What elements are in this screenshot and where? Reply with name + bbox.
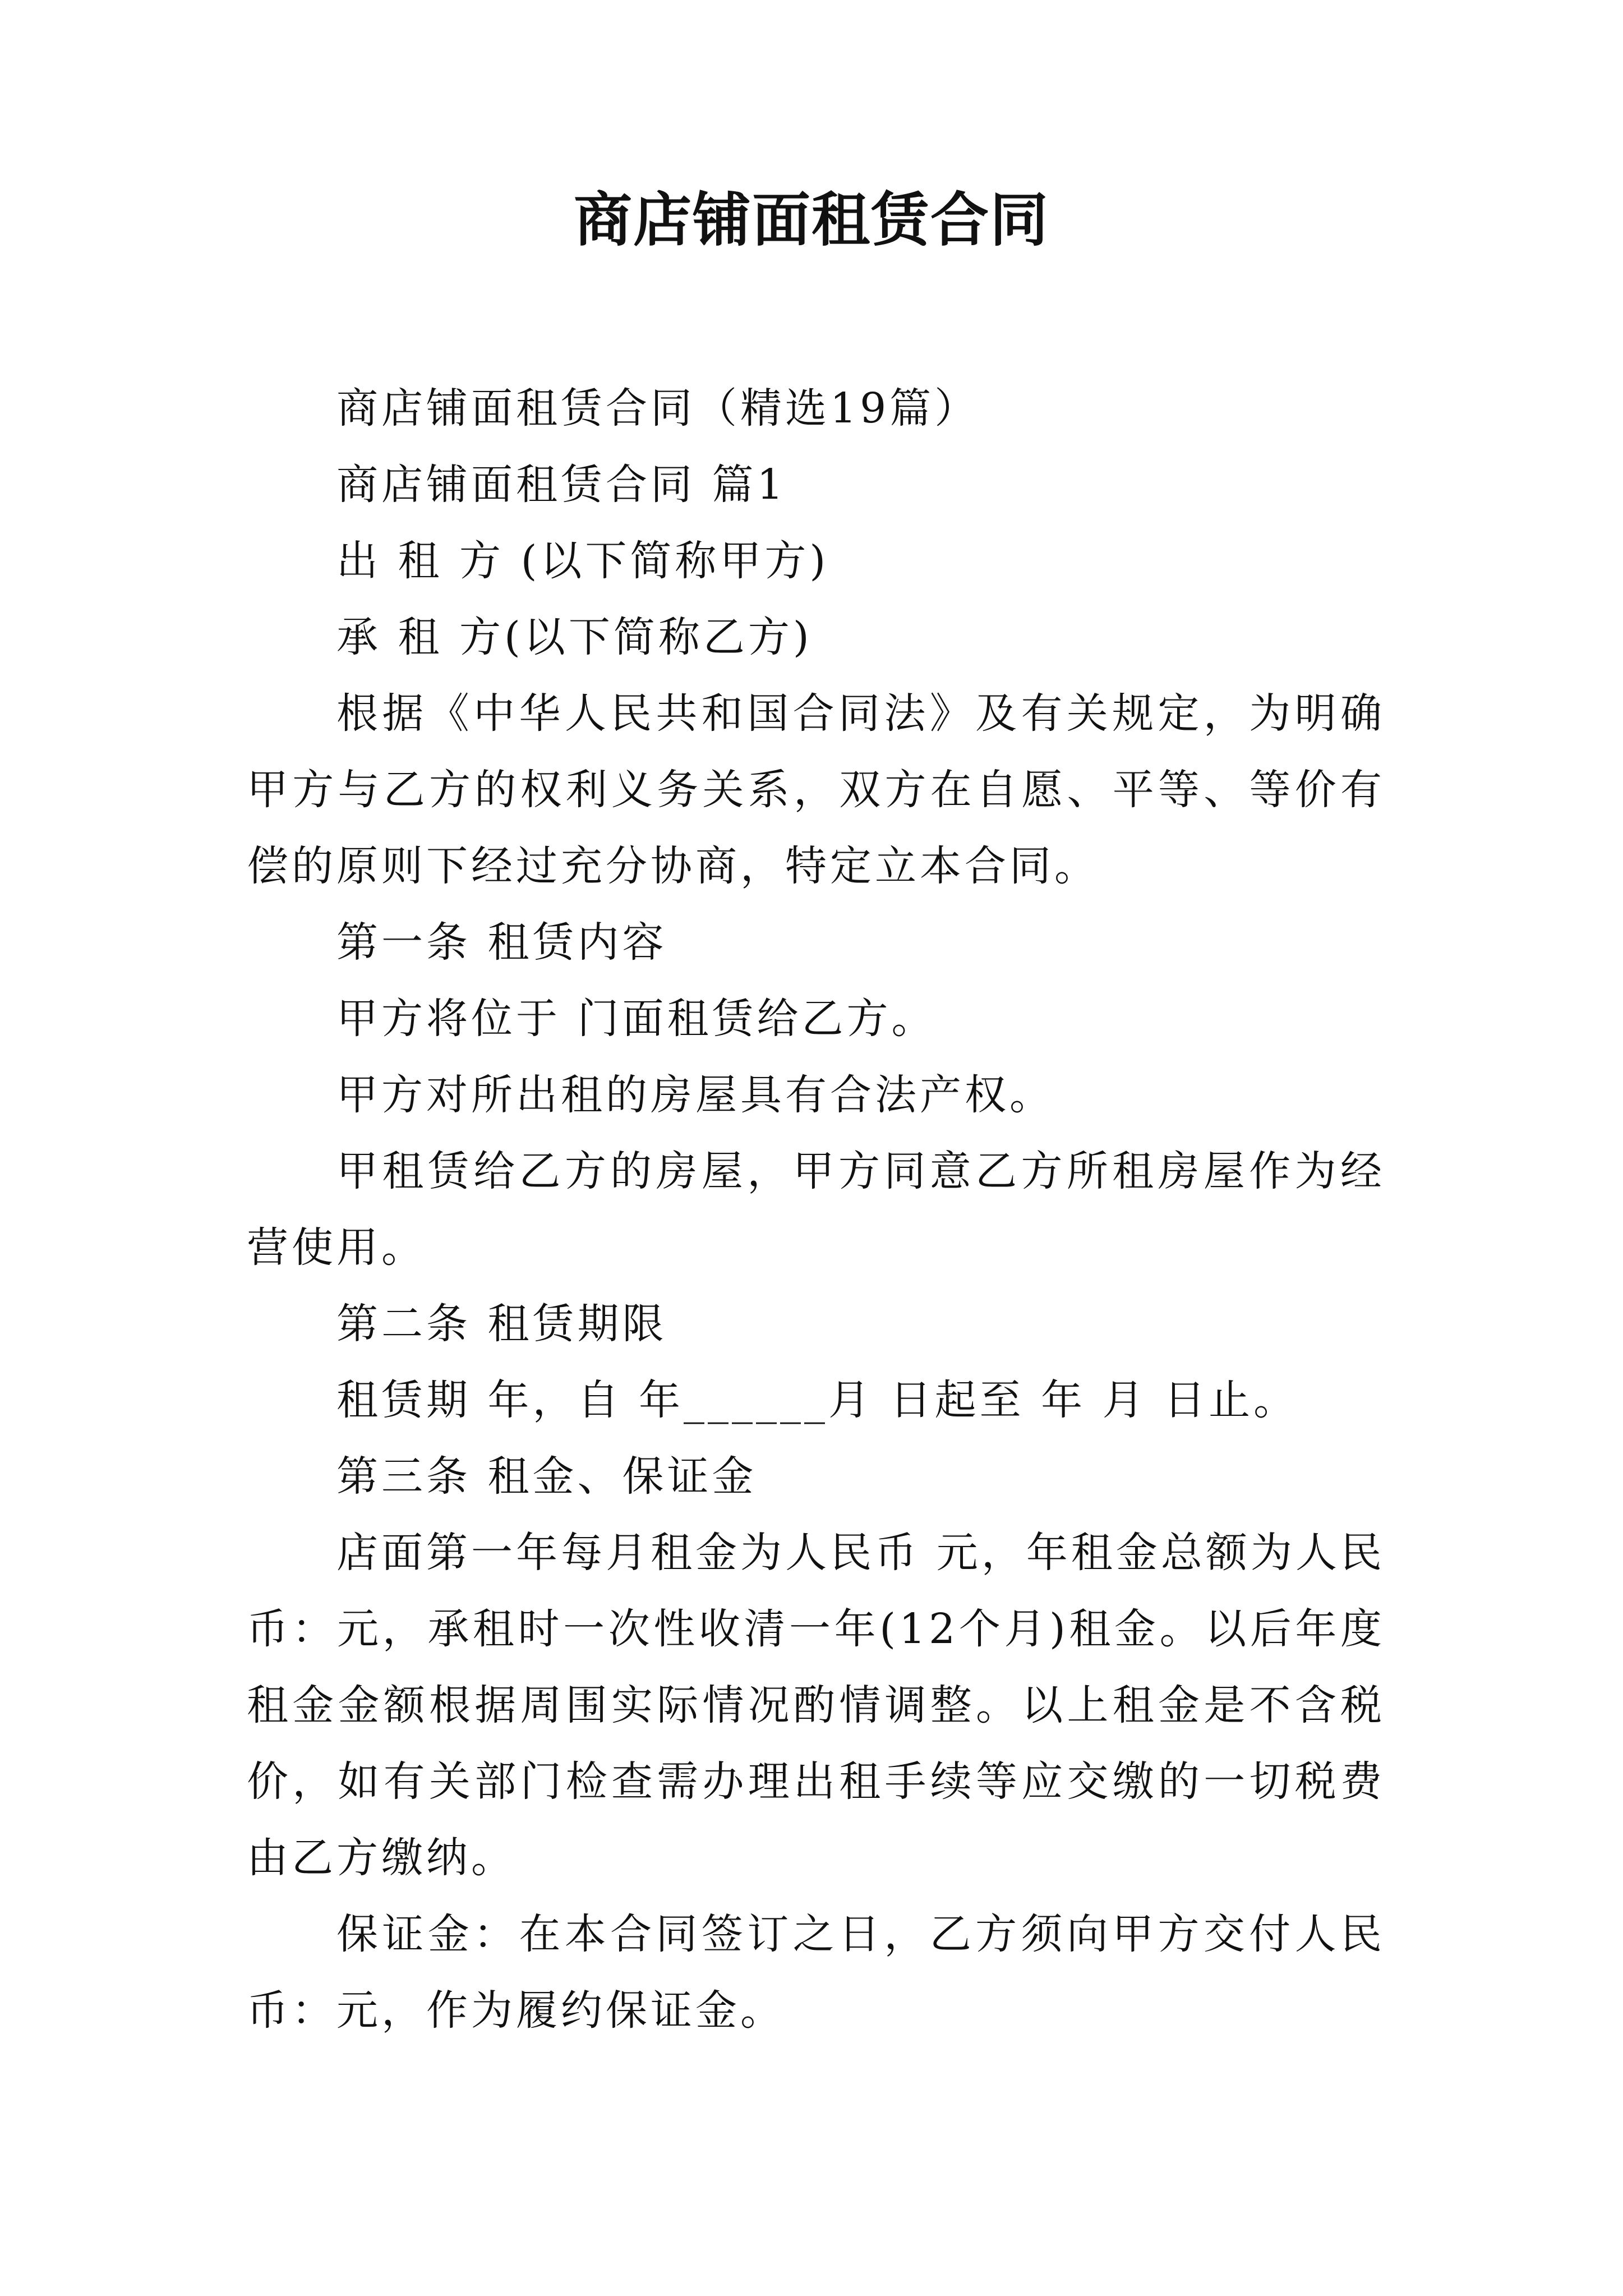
paragraph-article-3-rent: 店面第一年每月租金为人民币 元，年租金总额为人民币：元，承租时一次性收清一年(12个月)租金。以后年度租金金额根据周围实际情况酌情调整。以上租金是不含税价，如有关部门检查需办理出租手续等应交缴的一切税费由乙方缴纳。 xyxy=(247,1529,1385,1882)
paragraph-preamble: 根据《中华人民共和国合同法》及有关规定，为明确甲方与乙方的权利义务关系，双方在自愿、平等、等价有偿的原则下经过充分协商，特定立本合同。 xyxy=(247,689,1385,890)
paragraph-article-1-heading: 第一条 租赁内容 xyxy=(336,918,667,967)
document-title: 商店铺面租赁合同 xyxy=(573,185,1049,254)
paragraph-article-1-usage: 甲租赁给乙方的房屋，甲方同意乙方所租房屋作为经营使用。 xyxy=(247,1147,1385,1272)
paragraph-lessor: 出 租 方 (以下简称甲方) xyxy=(336,537,829,585)
paragraph-subtitle: 商店铺面租赁合同（精选19篇） xyxy=(336,384,980,432)
paragraph-article-1-location: 甲方将位于 门面租赁给乙方。 xyxy=(336,995,937,1043)
paragraph-article-1-ownership: 甲方对所出租的房屋具有合法产权。 xyxy=(336,1071,1054,1119)
paragraph-article-2-term: 租赁期 年，自 年______月 日起至 年 月 日止。 xyxy=(336,1376,1299,1424)
document-body xyxy=(247,370,1385,2049)
paragraph-article-3-heading: 第三条 租金、保证金 xyxy=(336,1452,757,1501)
paragraph-article-2-heading: 第二条 租赁期限 xyxy=(336,1300,667,1348)
paragraph-section-heading: 商店铺面租赁合同 篇1 xyxy=(336,461,787,509)
paragraph-lessee: 承 租 方(以下简称乙方) xyxy=(336,613,813,661)
paragraph-article-3-deposit: 保证金：在本合同签订之日，乙方须向甲方交付人民币：元，作为履约保证金。 xyxy=(247,1910,1385,2035)
